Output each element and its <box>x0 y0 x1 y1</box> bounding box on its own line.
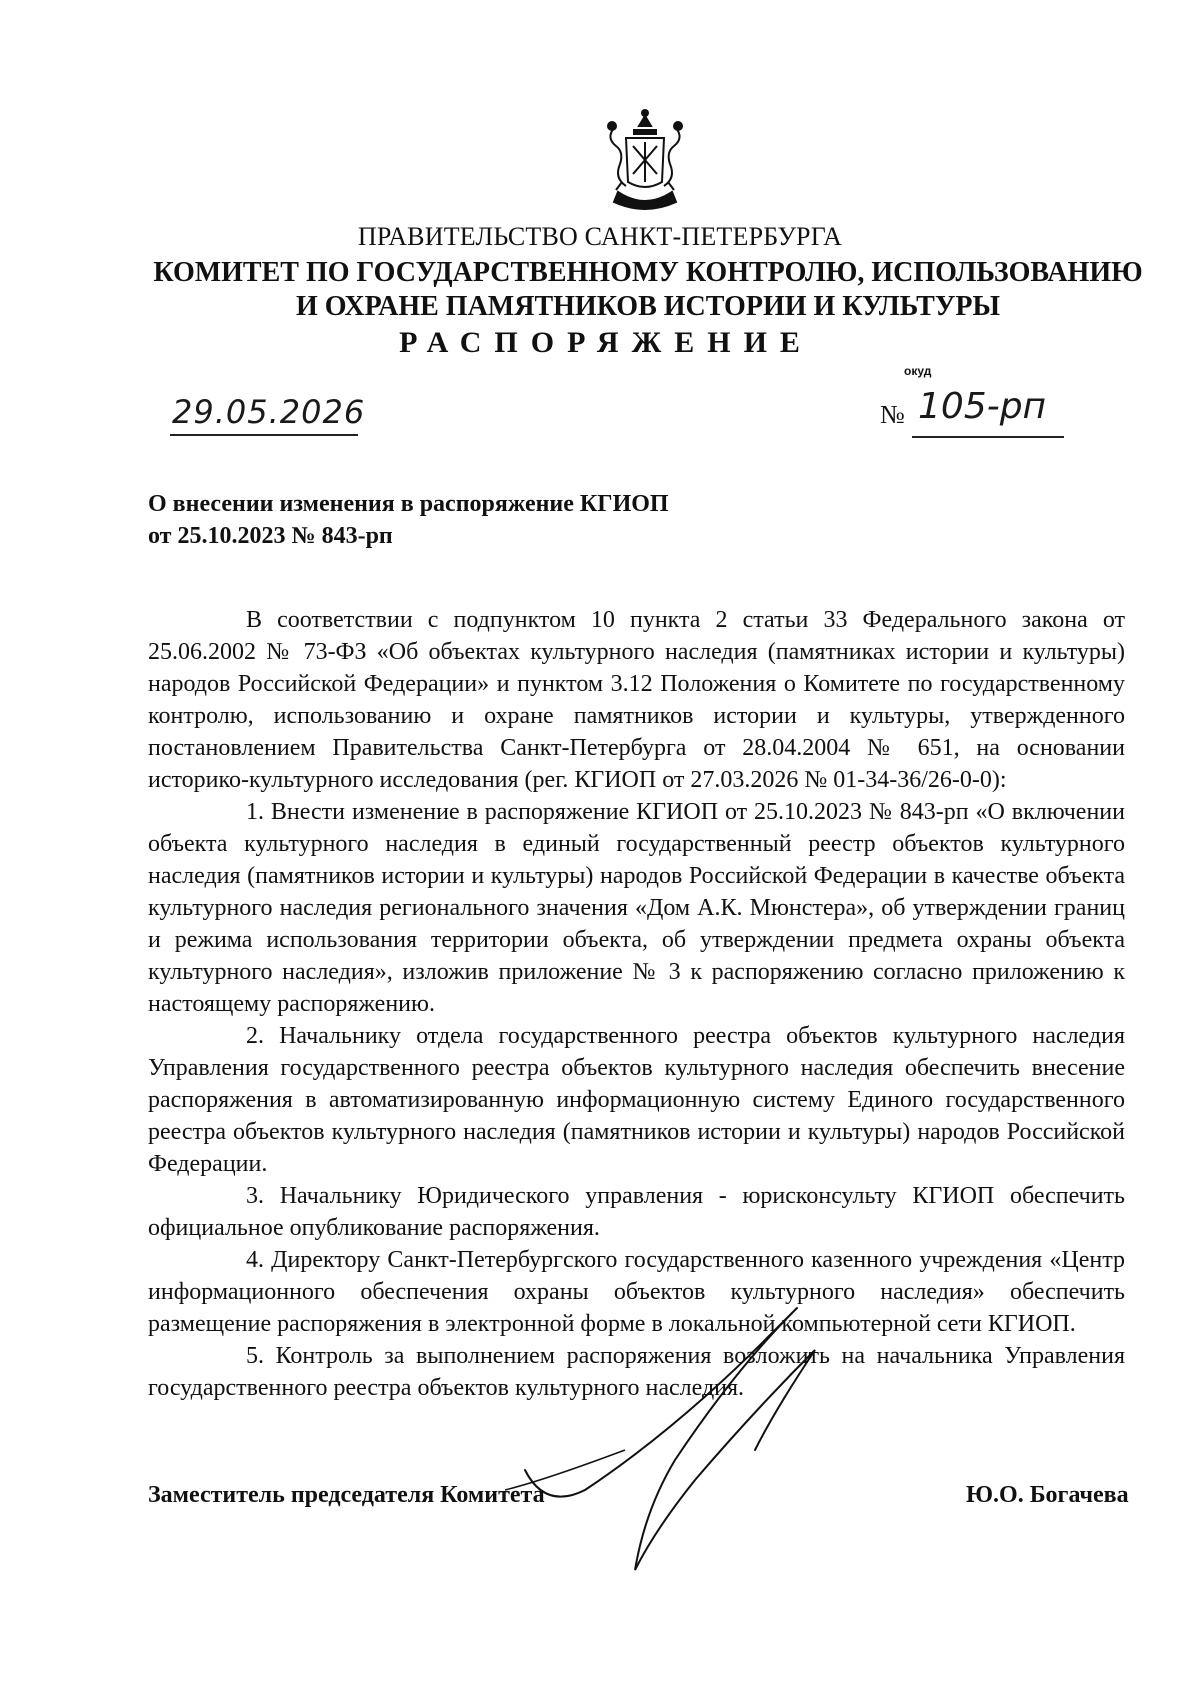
committee-name-line1: КОМИТЕТ ПО ГОСУДАРСТВЕННОМУ КОНТРОЛЮ, ИСПОЛЬЗОВАНИЮ <box>153 257 1143 288</box>
okud-label: окуд <box>904 364 932 378</box>
subject-line1: О внесении изменения в распоряжение КГИОП <box>148 491 669 517</box>
signatory-name: Ю.О. Богачева <box>966 1482 1129 1508</box>
document-body <box>148 604 1125 1404</box>
item-2-paragraph: 2. Начальнику отдела государственного реестра объектов культурного наследия Управления государственного реестра объектов культурного наследия обеспечить внесение распоряжения в автоматизированную информационную систему Единого государственного реестра объектов культурного наследия (памятников истории и культуры) народов Российской Федерации. <box>148 1023 1125 1177</box>
document-subject <box>148 488 748 552</box>
item-4-paragraph: 4. Директору Санкт-Петербургского государственного казенного учреждения «Центр информационного обеспечения охраны объектов культурного наследия» обеспечить размещение распоряжения в электронной форме в локальной компьютерной сети КГИОП. <box>148 1247 1125 1337</box>
subject-line2: от 25.10.2023 № 843-рп <box>148 523 393 549</box>
signatory-title: Заместитель председателя Комитета <box>148 1482 545 1508</box>
number-underline <box>912 436 1064 438</box>
government-name: ПРАВИТЕЛЬСТВО САНКТ-ПЕТЕРБУРГА <box>357 222 843 251</box>
committee-name <box>148 256 1148 324</box>
handwritten-signature <box>505 1290 905 1630</box>
item-5-paragraph: 5. Контроль за выполнением распоряжения возложить на начальника Управления государственного реестра объектов культурного наследия. <box>148 1343 1125 1401</box>
committee-name-line2: И ОХРАНЕ ПАМЯТНИКОВ ИСТОРИИ И КУЛЬТУРЫ <box>296 291 1000 322</box>
document-date: 29.05.2026 <box>172 393 366 431</box>
document-number: 105-рп <box>918 386 1047 427</box>
date-underline <box>170 434 358 436</box>
coat-of-arms-emblem <box>600 108 690 218</box>
document-type: РАСПОРЯЖЕНИЕ <box>399 326 813 359</box>
item-1-paragraph: 1. Внести изменение в распоряжение КГИОП от 25.10.2023 № 843-рп «О включении объекта культурного наследия в единый государственный реестр объектов культурного наследия (памятников истории и культуры) народов Российской Федерации в качестве объекта культурного наследия регионального значения «Дом А.К. Мюнстера», об утверждении границ и режима использования территории объекта, об утверждении предмета охраны объекта культурного наследия», изложив приложение № 3 к распоряжению согласно приложению к настоящему распоряжению. <box>148 799 1125 1017</box>
item-3-paragraph: 3. Начальнику Юридического управления - юрисконсульту КГИОП обеспечить официальное опубликование распоряжения. <box>148 1183 1125 1241</box>
number-sign: № <box>880 400 905 429</box>
preamble-paragraph: В соответствии с подпунктом 10 пункта 2 статьи 33 Федерального закона от 25.06.2002 № 73-ФЗ «Об объектах культурного наследия (памятниках истории и культуры) народов Российской Федерации» и пунктом 3.12 Положения о Комитете по государственному контролю, использованию и охране памятников истории и культуры, утвержденного постановлением Правительства Санкт-Петербурга от 28.04.2004 № 651, на основании историко-культурного исследования (рег. КГИОП от 27.03.2026 № 01-34-36/26-0-0): <box>148 607 1125 793</box>
